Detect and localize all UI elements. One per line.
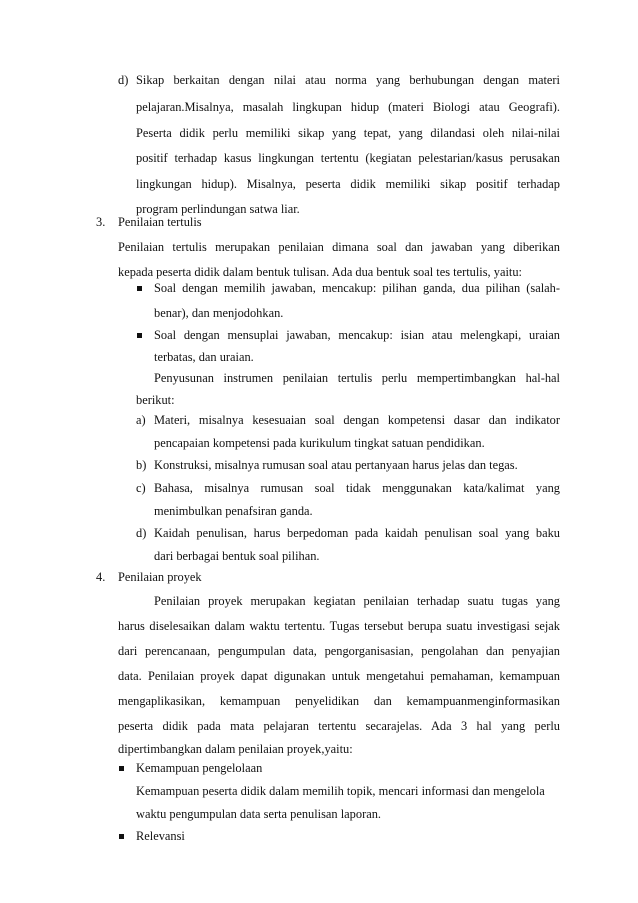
section-4-para-line-1: Penilaian proyek merupakan kegiatan penilaian terhadap suatu tugas yang	[154, 594, 560, 608]
section-3-intro-line-2: kepada peserta didik dalam bentuk tulisan. Ada dua bentuk soal tes tertulis, yaitu:	[118, 265, 522, 279]
section-3-para-line-1: Penyusunan instrumen penilaian tertulis perlu mempertimbangkan hal-hal	[154, 371, 560, 385]
list-marker-d: d)	[118, 73, 129, 87]
section-3-bullet-1-line-2: benar), dan menjodohkan.	[154, 306, 284, 320]
section-4-para-line-2: harus diselesaikan dalam waktu tertentu. Tugas tersebut berupa suatu investigasi sejak	[118, 619, 560, 633]
item-d-line-4: positif terhadap kasus lingkungan tertentu (kegiatan pelestarian/kasus perusakan	[136, 151, 560, 165]
section-3-bullet-2-line-2: terbatas, dan uraian.	[154, 350, 254, 364]
item-d-line-2: pelajaran.Misalnya, masalah lingkupan hidup (materi Biologi atau Geografi).	[136, 100, 560, 114]
item-d-line-5: lingkungan hidup). Misalnya, peserta didik memiliki sikap positif terhadap	[136, 177, 560, 191]
item-d-line-3: Peserta didik perlu memiliki sikap yang tepat, yang dilandasi oleh nilai-nilai	[136, 126, 560, 140]
section-3-intro-line-1: Penilaian tertulis merupakan penilaian dimana soal dan jawaban yang diberikan	[118, 240, 560, 254]
section-4-bullet-1-title: Kemampuan pengelolaan	[136, 761, 263, 775]
item-d-line-6: program perlindungan satwa liar.	[136, 202, 300, 216]
sub-marker-b: b)	[136, 458, 147, 472]
section-4-para-line-3: dari perencanaan, pengumpulan data, pengorganisasian, pengolahan dan penyajian	[118, 644, 560, 658]
sub-a-line-2: pencapaian kompetensi pada kurikulum tingkat satuan pendidikan.	[154, 436, 485, 450]
section-3-number: 3.	[96, 215, 106, 229]
section-4-number: 4.	[96, 570, 106, 584]
sub-b-line-1: Konstruksi, misalnya rumusan soal atau pertanyaan harus jelas dan tegas.	[154, 458, 518, 472]
sub-marker-c: c)	[136, 481, 146, 495]
sub-d-line-1: Kaidah penulisan, harus berpedoman pada kaidah penulisan soal yang baku	[154, 526, 560, 540]
section-4-para-line-4: data. Penilaian proyek dapat digunakan untuk mengetahui pemahaman, kemampuan	[118, 669, 560, 683]
square-bullet-icon	[137, 286, 142, 291]
square-bullet-icon	[137, 333, 142, 338]
sub-c-line-2: menimbulkan penafsiran ganda.	[154, 504, 313, 518]
square-bullet-icon	[119, 766, 124, 771]
section-3-title: Penilaian tertulis	[118, 215, 202, 229]
sub-a-line-1: Materi, misalnya kesesuaian soal dengan kompetensi dasar dan indikator	[154, 413, 560, 427]
section-4-para-line-6: peserta didik pada mata pelajaran tertentu secarajelas. Ada 3 hal yang perlu	[118, 719, 560, 733]
square-bullet-icon	[119, 834, 124, 839]
section-4-bullet-1-line-2: waktu pengumpulan data serta penulisan laporan.	[136, 807, 381, 821]
section-3-para-line-2: berikut:	[136, 393, 175, 407]
sub-marker-d: d)	[136, 526, 147, 540]
sub-marker-a: a)	[136, 413, 146, 427]
item-d-line-1: Sikap berkaitan dengan nilai atau norma yang berhubungan dengan materi	[136, 73, 560, 87]
section-4-para-line-7: dipertimbangkan dalam penilaian proyek,yaitu:	[118, 742, 353, 756]
section-4-para-line-5: mengaplikasikan, kemampuan penyelidikan dan kemampuanmenginformasikan	[118, 694, 560, 708]
sub-c-line-1: Bahasa, misalnya rumusan soal tidak menggunakan kata/kalimat yang	[154, 481, 560, 495]
sub-d-line-2: dari berbagai bentuk soal pilihan.	[154, 549, 320, 563]
section-4-title: Penilaian proyek	[118, 570, 202, 584]
section-3-bullet-1-line-1: Soal dengan memilih jawaban, mencakup: pilihan ganda, dua pilihan (salah-	[154, 281, 560, 295]
section-4-bullet-2-title: Relevansi	[136, 829, 185, 843]
section-3-bullet-2-line-1: Soal dengan mensuplai jawaban, mencakup: isian atau melengkapi, uraian	[154, 328, 560, 342]
section-4-bullet-1-line-1: Kemampuan peserta didik dalam memilih topik, mencari informasi dan mengelola	[136, 784, 545, 798]
